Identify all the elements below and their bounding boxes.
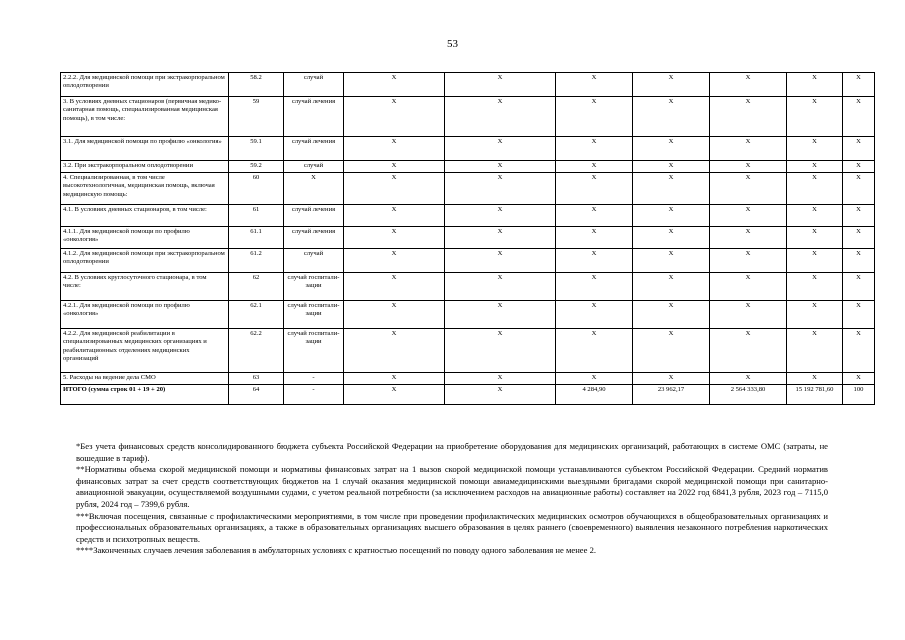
- value-cell: Х: [556, 249, 633, 273]
- row-name-cell: 3. В условиях дневных стационаров (первичная медико- санитарная помощь, специализированная медицинская помощь), в том числе:: [61, 97, 229, 137]
- value-cell: Х: [445, 173, 556, 205]
- value-cell: Х: [787, 137, 843, 161]
- unit-cell: случай: [284, 249, 344, 273]
- unit-cell: случай госпитали-зации: [284, 273, 344, 301]
- value-cell: Х: [710, 205, 787, 227]
- footnotes: [76, 441, 828, 557]
- value-cell: Х: [344, 205, 445, 227]
- value-cell: Х: [710, 97, 787, 137]
- value-cell: Х: [633, 373, 710, 385]
- row-name-cell: 4.2.1. Для медицинской помощи по профилю «онкология»: [61, 301, 229, 329]
- unit-cell: случай лечения: [284, 227, 344, 249]
- value-cell: Х: [710, 137, 787, 161]
- row-code-cell: 59.2: [229, 161, 284, 173]
- unit-cell: случай госпитали-зации: [284, 301, 344, 329]
- value-cell: Х: [843, 273, 875, 301]
- value-cell: Х: [787, 227, 843, 249]
- value-cell: Х: [843, 205, 875, 227]
- row-name-cell: 4.2. В условиях круглосуточного стационара, в том числе:: [61, 273, 229, 301]
- value-cell: Х: [787, 97, 843, 137]
- value-cell: Х: [787, 373, 843, 385]
- value-cell: Х: [710, 329, 787, 373]
- row-name-cell: 5. Расходы на ведение дела СМО: [61, 373, 229, 385]
- value-cell: 4 284,90: [556, 385, 633, 405]
- table-row: [61, 97, 875, 137]
- value-cell: Х: [787, 273, 843, 301]
- value-cell: Х: [787, 329, 843, 373]
- table-row: [61, 161, 875, 173]
- value-cell: Х: [344, 385, 445, 405]
- row-name-cell: 4.1.2. Для медицинской помощи при экстракорпоральном оплодотворении: [61, 249, 229, 273]
- unit-cell: случай госпитали-зации: [284, 329, 344, 373]
- value-cell: Х: [445, 301, 556, 329]
- value-cell: Х: [633, 249, 710, 273]
- value-cell: Х: [344, 227, 445, 249]
- value-cell: Х: [445, 373, 556, 385]
- value-cell: 2 564 333,80: [710, 385, 787, 405]
- value-cell: Х: [556, 205, 633, 227]
- value-cell: Х: [633, 273, 710, 301]
- value-cell: Х: [344, 301, 445, 329]
- value-cell: Х: [710, 249, 787, 273]
- value-cell: Х: [445, 249, 556, 273]
- table-row: [61, 137, 875, 161]
- value-cell: Х: [843, 227, 875, 249]
- value-cell: Х: [787, 73, 843, 97]
- value-cell: Х: [344, 373, 445, 385]
- value-cell: Х: [344, 161, 445, 173]
- value-cell: Х: [843, 97, 875, 137]
- table-row: [61, 227, 875, 249]
- value-cell: Х: [787, 205, 843, 227]
- unit-cell: случай: [284, 73, 344, 97]
- table-row: [61, 249, 875, 273]
- row-code-cell: 60: [229, 173, 284, 205]
- value-cell: Х: [344, 249, 445, 273]
- value-cell: Х: [843, 137, 875, 161]
- value-cell: 100: [843, 385, 875, 405]
- value-cell: Х: [445, 329, 556, 373]
- row-name-cell: 3.2. При экстракорпоральном оплодотворении: [61, 161, 229, 173]
- value-cell: Х: [556, 137, 633, 161]
- value-cell: Х: [445, 73, 556, 97]
- value-cell: Х: [633, 205, 710, 227]
- row-code-cell: 63: [229, 373, 284, 385]
- value-cell: Х: [710, 73, 787, 97]
- footnote: *Без учета финансовых средств консолидированного бюджета субъекта Российской Федерации на приобретение оборудования для медицинских организаций, работающих в системе ОМС (затраты, не вошедшие в тариф).: [76, 441, 828, 463]
- value-cell: Х: [556, 227, 633, 249]
- value-cell: Х: [344, 137, 445, 161]
- table-row: [61, 273, 875, 301]
- row-code-cell: 62: [229, 273, 284, 301]
- value-cell: Х: [445, 273, 556, 301]
- value-cell: Х: [843, 329, 875, 373]
- value-cell: Х: [843, 249, 875, 273]
- value-cell: Х: [633, 329, 710, 373]
- table-row: [61, 173, 875, 205]
- value-cell: 23 962,17: [633, 385, 710, 405]
- value-cell: Х: [710, 301, 787, 329]
- value-cell: Х: [445, 137, 556, 161]
- value-cell: Х: [787, 173, 843, 205]
- row-code-cell: 62.1: [229, 301, 284, 329]
- value-cell: Х: [556, 173, 633, 205]
- row-code-cell: 59: [229, 97, 284, 137]
- row-code-cell: 64: [229, 385, 284, 405]
- value-cell: Х: [556, 301, 633, 329]
- value-cell: Х: [710, 373, 787, 385]
- unit-cell: -: [284, 373, 344, 385]
- unit-cell: случай лечения: [284, 97, 344, 137]
- footnote: ***Включая посещения, связанные с профилактическими мероприятиями, в том числе при проведении профилактических медицинских осмотров обучающихся в общеобразовательных организациях и профессиональных образовательных организациях, а также в образовательных организациях высшего образования в целях раннего (своевременного) выявления незаконного потребления наркотических средств и психотропных веществ.: [76, 510, 828, 544]
- table-row: [61, 373, 875, 385]
- row-code-cell: 61: [229, 205, 284, 227]
- row-name-cell: 4. Специализированная, в том числе высокотехнологичная, медицинская помощь, включая медицинскую помощь:: [61, 173, 229, 205]
- value-cell: Х: [633, 97, 710, 137]
- table-row: [61, 329, 875, 373]
- page-number: 53: [447, 38, 458, 50]
- value-cell: Х: [445, 161, 556, 173]
- value-cell: Х: [710, 227, 787, 249]
- table-row: [61, 73, 875, 97]
- value-cell: Х: [556, 97, 633, 137]
- value-cell: Х: [843, 173, 875, 205]
- value-cell: Х: [787, 301, 843, 329]
- value-cell: Х: [843, 73, 875, 97]
- value-cell: Х: [344, 173, 445, 205]
- footnote: ****Законченных случаев лечения заболевания в амбулаторных условиях с кратностью посещений по поводу одного заболевания не менее 2.: [76, 545, 597, 556]
- unit-cell: Х: [284, 173, 344, 205]
- unit-cell: случай лечения: [284, 205, 344, 227]
- value-cell: Х: [344, 97, 445, 137]
- row-name-cell: 2.2.2. Для медицинской помощи при экстракорпоральном оплодотворении: [61, 73, 229, 97]
- value-cell: Х: [556, 73, 633, 97]
- value-cell: Х: [633, 173, 710, 205]
- row-code-cell: 62.2: [229, 329, 284, 373]
- value-cell: 15 192 781,60: [787, 385, 843, 405]
- value-cell: Х: [633, 137, 710, 161]
- value-cell: Х: [344, 273, 445, 301]
- table-row: [61, 205, 875, 227]
- value-cell: Х: [633, 161, 710, 173]
- row-code-cell: 61.1: [229, 227, 284, 249]
- row-name-cell: 4.1.1. Для медицинской помощи по профилю «онкология»: [61, 227, 229, 249]
- row-code-cell: 58.2: [229, 73, 284, 97]
- value-cell: Х: [710, 273, 787, 301]
- unit-cell: случай: [284, 161, 344, 173]
- value-cell: Х: [843, 301, 875, 329]
- value-cell: Х: [556, 273, 633, 301]
- value-cell: Х: [344, 73, 445, 97]
- value-cell: Х: [710, 173, 787, 205]
- value-cell: Х: [445, 205, 556, 227]
- row-code-cell: 61.2: [229, 249, 284, 273]
- value-cell: Х: [556, 373, 633, 385]
- row-name-cell: 4.1. В условиях дневных стационаров, в том числе:: [61, 205, 229, 227]
- value-cell: Х: [445, 385, 556, 405]
- row-code-cell: 59.1: [229, 137, 284, 161]
- footnote: **Нормативы объема скорой медицинской помощи и нормативы финансовых затрат на 1 вызов скорой медицинской помощи устанавливаются субъектом Российской Федерации. Средний норматив финансовых затрат за счет средств соответствующих бюджетов на 1 случай оказания медицинской помощи авиамедицинскими выездными бригадами скорой медицинской помощи при санитарно-авиационной эвакуации, осуществляемой воздушными судами, с учетом реальной потребности (за исключением расходов на авиационные работы) составляет на 2022 год 6841,3 рубля, 2023 год – 7115,0 рубля, 2024 год – 7399,6 рубля.: [76, 464, 828, 509]
- table-row: [61, 301, 875, 329]
- unit-cell: -: [284, 385, 344, 405]
- table-row: [61, 385, 875, 405]
- value-cell: Х: [633, 301, 710, 329]
- value-cell: Х: [445, 97, 556, 137]
- data-table: [60, 72, 875, 405]
- unit-cell: случай лечения: [284, 137, 344, 161]
- value-cell: Х: [787, 249, 843, 273]
- value-cell: Х: [556, 329, 633, 373]
- value-cell: Х: [843, 161, 875, 173]
- value-cell: Х: [556, 161, 633, 173]
- row-name-cell: 3.1. Для медицинской помощи по профилю «онкология»: [61, 137, 229, 161]
- value-cell: Х: [445, 227, 556, 249]
- value-cell: Х: [843, 373, 875, 385]
- value-cell: Х: [633, 73, 710, 97]
- value-cell: Х: [710, 161, 787, 173]
- value-cell: Х: [787, 161, 843, 173]
- value-cell: Х: [633, 227, 710, 249]
- row-name-cell: 4.2.2. Для медицинской реабилитации в специализированных медицинских организациях и реабилитационных отделениях медицинских организаций: [61, 329, 229, 373]
- row-name-cell: ИТОГО (сумма строк 01 + 19 + 20): [61, 385, 229, 405]
- value-cell: Х: [344, 329, 445, 373]
